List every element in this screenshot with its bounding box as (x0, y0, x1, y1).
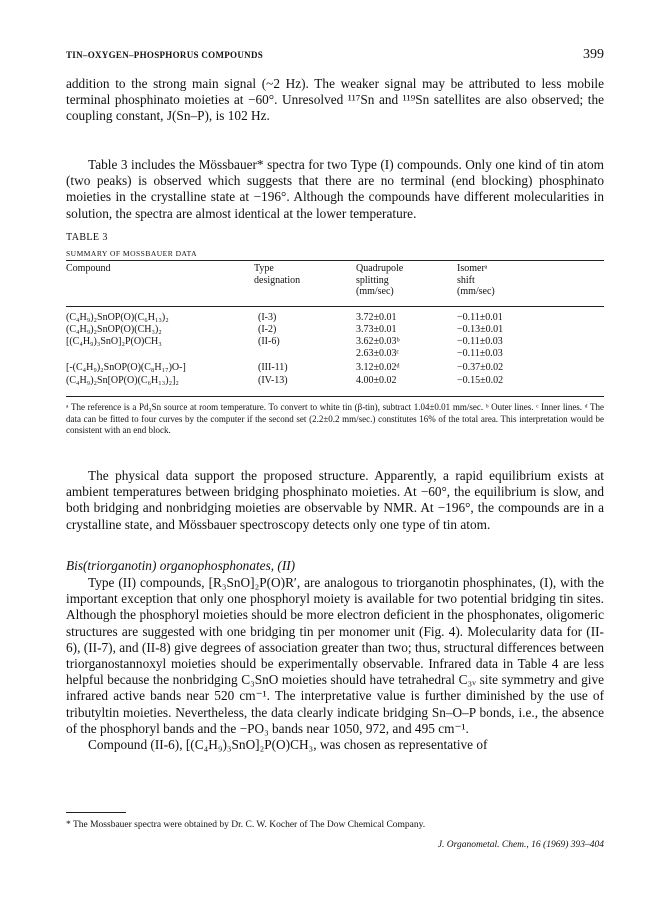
table-bottom-rule (66, 396, 604, 397)
table-caption: SUMMARY OF MOSSBAUER DATA (66, 249, 198, 258)
table-top-rule (66, 260, 604, 261)
cell-type: (I-3) (258, 312, 277, 323)
paragraph-2: Table 3 includes the Mössbauer* spectra for two Type (I) compounds. Only one kind of tin atom (two peaks) is observed which suggests that there are no terminal (end blocking) phosphinato moieties in the crystalline state at −196°. Although the compounds have different molecularities in solution, the spectra are almost identical at the lower temperature. (66, 157, 604, 221)
cell-type: (II-6) (258, 336, 280, 347)
table-row (66, 312, 604, 324)
table-footnote: ᵃ The reference is a Pd₃Sn source at room temperature. To convert to white tin (β-tin), subtract 1.04±0.01 mm/sec. ᵇ Outer lines. ᶜ Inner lines. ᵈ The data can be fitted to four curves by the computer if the second set (2.2±0.2 mm/sec.) constitutes 16% of the total area. This interpretation would be consistent with an end block. (66, 402, 604, 435)
cell-quad: 3.73±0.01 (356, 324, 397, 335)
paragraph-1: addition to the strong main signal (~2 Hz). The weaker signal may be attributed to less mobile terminal phosphinato moieties at −60°. Unresolved ¹¹⁷Sn and ¹¹⁹Sn satellites are also observed; the coupling constant, J(Sn–P), is 102 Hz. (66, 76, 604, 124)
cell-compound: (C₄H₉)₂SnOP(O)(CH₃)₂ (66, 324, 162, 335)
table-row (66, 362, 604, 374)
cell-iso: −0.11±0.01 (457, 312, 503, 323)
cell-quad: 2.63±0.03ᶜ (356, 348, 400, 359)
cell-iso: −0.13±0.01 (457, 324, 504, 335)
cell-iso: −0.11±0.03 (457, 348, 503, 359)
running-head (66, 47, 604, 66)
cell-compound: [-(C₄H₉)₂SnOP(O)(C₈H₁₇)O-] (66, 362, 186, 373)
cell-compound: (C₄H₉)₂Sn[OP(O)(C₆H₁₃)₂]₂ (66, 375, 179, 386)
header-type: Type designation (254, 263, 301, 286)
cell-compound: [(C₄H₉)₃SnO]₂P(O)CH₃ (66, 336, 162, 347)
paragraph-3: The physical data support the proposed structure. Apparently, a rapid equilibrium exists at ambient temperatures between bridging phosphinato moieties. At −60°, the equilibrium is slow, and both bridging and nonbridging moieties are observable by NMR. At −196°, the compounds are in a crystalline state, and Mössbauer spectroscopy detects only one type of tin atom. (66, 468, 604, 532)
page-footnote: * The Mossbauer spectra were obtained by Dr. C. W. Kocher of The Dow Chemical Company. (66, 820, 426, 830)
header-compound: Compound (66, 263, 111, 274)
table-row (66, 324, 604, 336)
cell-iso: −0.11±0.03 (457, 336, 503, 347)
paragraph-4-text: Type (II) compounds, [R₃SnO]₂P(O)R′, are analogous to triorganotin phosphinates, (I), with the important exception that only one phosphoryl moiety is available for two potential bridging tin sites. Although the phosphoryl moieties should be more electron deficient in the phosphonates, oligomeric structures are suggested with one bridging tin per monomer unit (Fig. 4). Molecularity data for (II-6), (II-7), and (II-8) give degrees of association greater than two; thus, structural differences between triorganostannoxyl moieties should be experimentally observable. Infrared data in Table 4 are less helpful because the nonbridging C₃SnO moieties should have tetrahedral C₃ᵥ site symmetry and give infrared active bands near 520 cm⁻¹. The interpretative value is further diminished by the use of tributyltin moieties. Nevertheless, the data clearly indicate bridging Sn–O–P bonds, i.e., the absence of the phosphoryl bands and the −PO₃ bands near 1050, 972, and 495 cm⁻¹. (66, 575, 604, 736)
table-row (66, 348, 604, 360)
table-row (66, 375, 604, 387)
table-label: TABLE 3 (66, 232, 108, 243)
cell-type: (I-2) (258, 324, 277, 335)
cell-type: (IV-13) (258, 375, 288, 386)
cell-quad: 3.72±0.01 (356, 312, 397, 323)
table-row (66, 336, 604, 348)
header-iso: Isomerᵃ shift (mm/sec) (457, 263, 495, 297)
section-heading: Bis(triorganotin) organophosphonates, (II) (66, 558, 296, 573)
cell-iso: −0.15±0.02 (457, 375, 504, 386)
footnote-rule (66, 812, 126, 813)
page-number: 399 (583, 47, 604, 62)
cell-quad: 3.12±0.02ᵈ (356, 362, 400, 373)
paragraph-5: Compound (II-6), [(C₄H₉)₃SnO]₂P(O)CH₃, was chosen as representative of (88, 737, 488, 753)
cell-quad: 3.62±0.03ᵇ (356, 336, 400, 347)
journal-reference: J. Organometal. Chem., 16 (1969) 393–404 (437, 840, 604, 850)
cell-quad: 4.00±0.02 (356, 375, 397, 386)
running-title: TIN–OXYGEN–PHOSPHORUS COMPOUNDS (66, 50, 264, 60)
cell-iso: −0.37±0.02 (457, 362, 504, 373)
paragraph-4 (66, 575, 604, 753)
table-mid-rule (66, 306, 604, 307)
cell-type: (III-11) (258, 362, 288, 373)
cell-compound: (C₄H₉)₂SnOP(O)(C₆H₁₃)₂ (66, 312, 169, 323)
header-quad: Quadrupole splitting (mm/sec) (356, 263, 404, 297)
